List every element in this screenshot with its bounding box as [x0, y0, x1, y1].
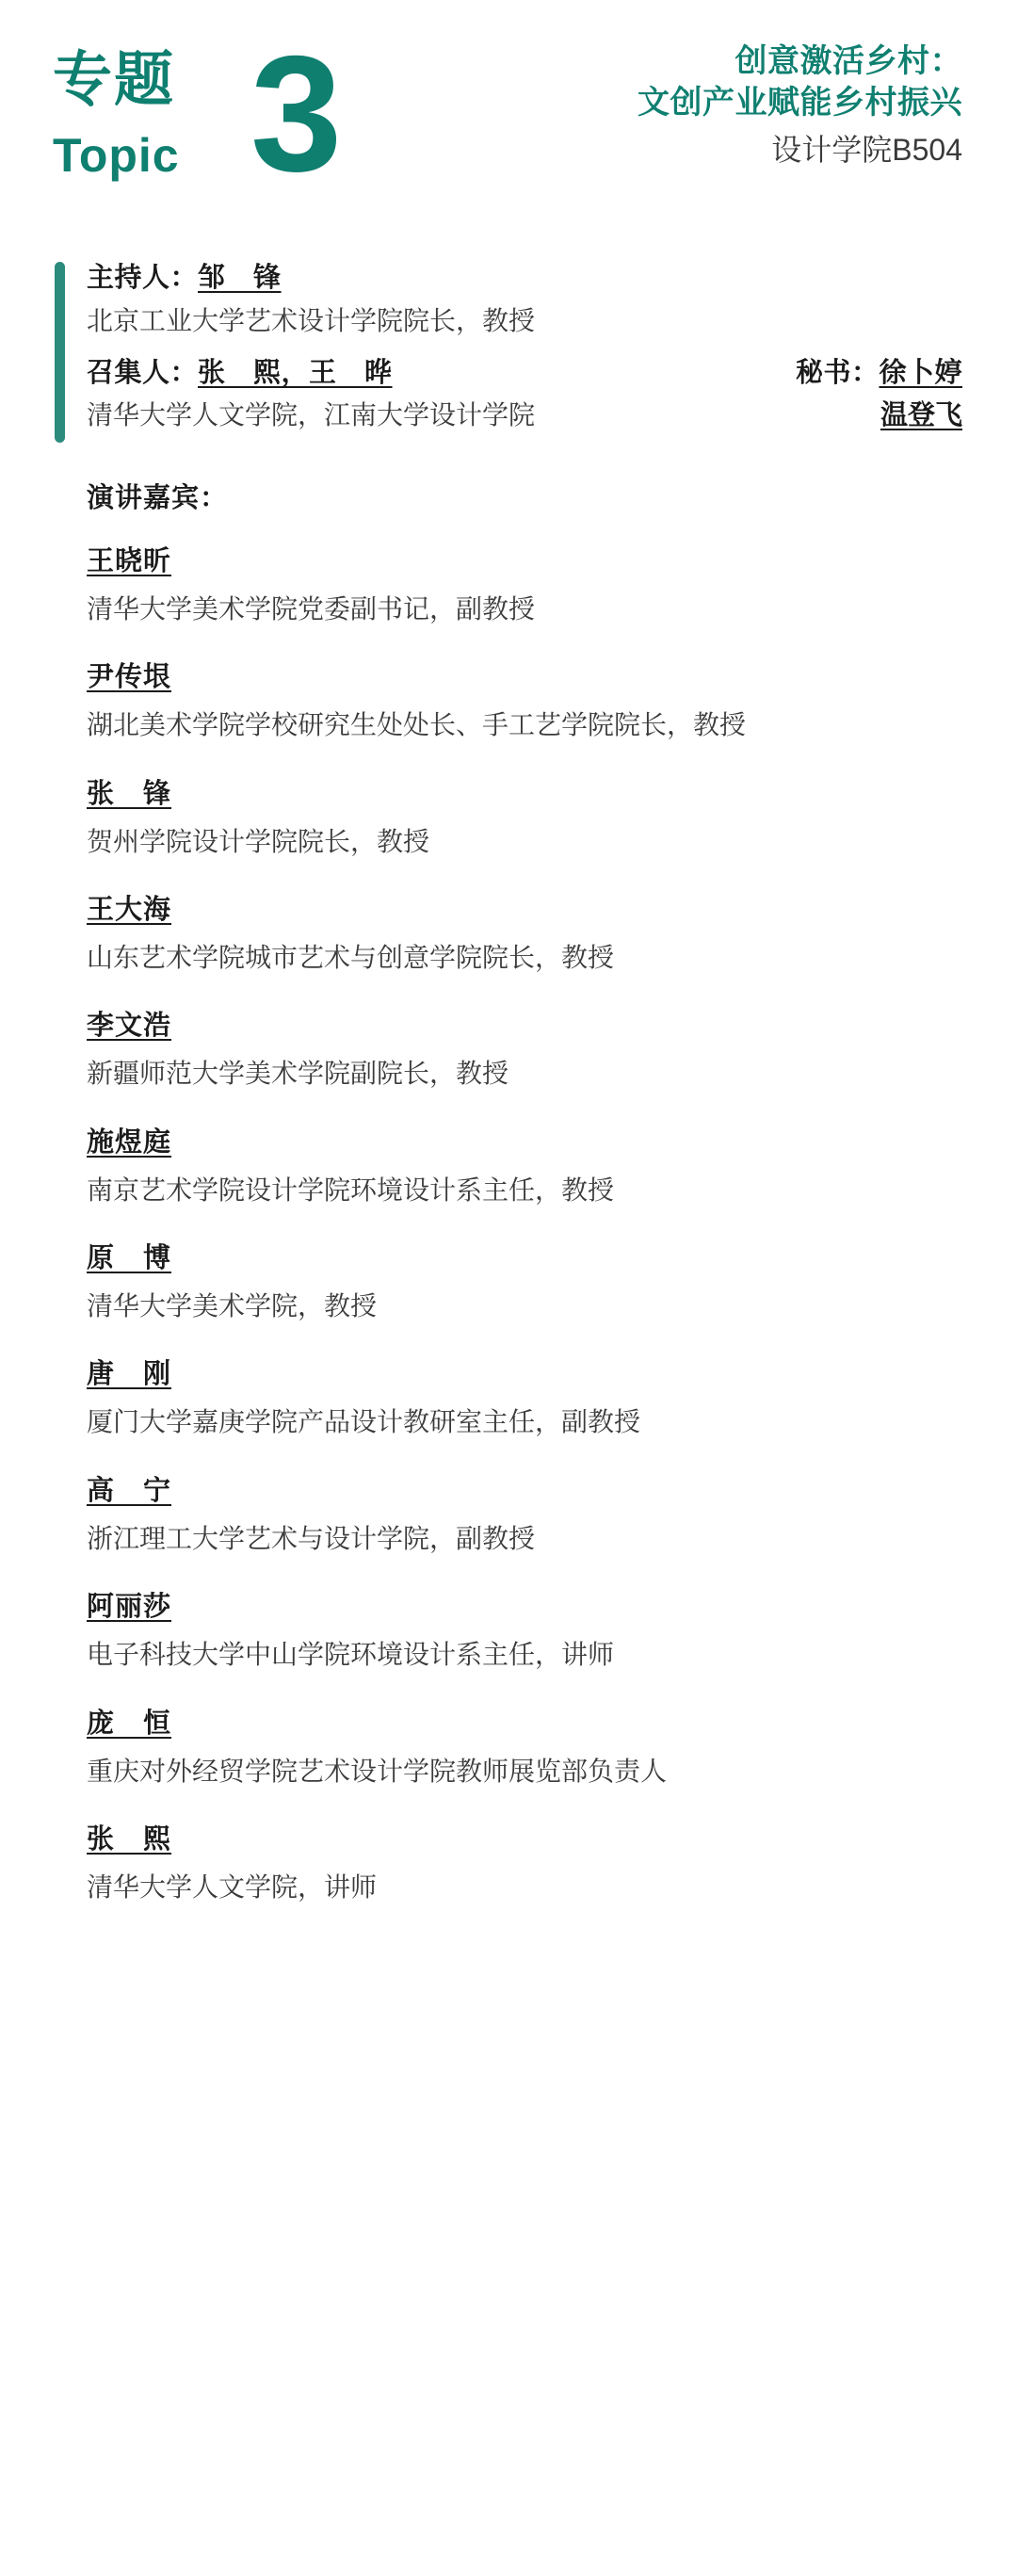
topic-label-en: Topic: [53, 129, 180, 182]
convener-affiliation-row: [87, 394, 962, 447]
page-header: [0, 0, 1017, 235]
speaker-name: 庞 恒: [87, 1708, 172, 1739]
session-title-line-2: 文创产业赋能乡村振兴: [638, 84, 962, 121]
speaker-name: 原 博: [87, 1243, 172, 1274]
speaker-name: 王大海: [87, 894, 172, 925]
speaker-affiliation: 重庆对外经贸学院艺术设计学院教师展览部负责人: [87, 1756, 668, 1786]
topic-badge: [47, 23, 386, 215]
host-row: [87, 258, 962, 300]
speaker-name: 李文浩: [87, 1011, 172, 1042]
speaker-affiliation: 新疆师范大学美术学院副院长，教授: [87, 1059, 509, 1089]
speaker-affiliation: 浙江理工大学艺术与设计学院，副教授: [87, 1523, 536, 1553]
topic-label-cn: 专题: [53, 47, 175, 113]
speaker-item: [87, 1353, 962, 1442]
host-line: [87, 258, 282, 300]
session-venue: 设计学院B504: [771, 133, 962, 168]
speaker-affiliation: 厦门大学嘉庚学院产品设计教研室主任，副教授: [87, 1407, 641, 1437]
secretary-label: 秘书：: [795, 357, 880, 388]
speaker-item: [87, 1004, 962, 1094]
speakers-section-title: 演讲嘉宾：: [87, 482, 229, 513]
convener-label: 召集人：: [87, 357, 199, 388]
speaker-affiliation: 贺州学院设计学院院长，教授: [87, 826, 430, 856]
speaker-item: [87, 1585, 962, 1675]
speaker-item: [87, 772, 962, 862]
speaker-affiliation: 山东艺术学院城市艺术与创意学院院长，教授: [87, 942, 615, 972]
speaker-item: [87, 656, 962, 745]
chairs-block: [55, 258, 962, 448]
speaker-item: [87, 1469, 962, 1559]
speaker-name: 唐 刚: [87, 1359, 172, 1390]
speaker-affiliation: 南京艺术学院设计学院环境设计系主任，教授: [87, 1175, 615, 1205]
speaker-item: [87, 540, 962, 629]
speaker-item: [87, 1121, 962, 1210]
convener-names: 张 熙，王 晔: [198, 357, 393, 388]
session-title-line-1: 创意激活乡村：: [734, 43, 962, 79]
convener-line: [87, 353, 393, 395]
secretary-name-1: 徐卜婷: [879, 357, 962, 388]
speaker-name: 阿丽莎: [87, 1592, 172, 1623]
secretary-name-2: 温登飞: [880, 400, 962, 431]
speaker-affiliation: 湖北美术学院学校研究生处处长、手工艺学院院长，教授: [87, 710, 747, 740]
speaker-name: 尹传垠: [87, 662, 172, 693]
speaker-affiliation: 清华大学美术学院党委副书记，副教授: [87, 593, 536, 624]
secretary-line: [796, 353, 962, 395]
topic-number: 3: [250, 23, 343, 206]
speaker-item: [87, 1702, 962, 1791]
speaker-affiliation: 清华大学美术学院，教授: [87, 1291, 378, 1321]
convener-affiliation: 清华大学人文学院，江南大学设计学院: [87, 400, 536, 430]
convener-row: [87, 353, 962, 395]
speaker-name: 张 熙: [87, 1824, 172, 1855]
speaker-affiliation: 清华大学人文学院，讲师: [87, 1872, 378, 1903]
host-affiliation: 北京工业大学艺术设计学院院长，教授: [87, 305, 536, 335]
speaker-affiliation: 电子科技大学中山学院环境设计系主任，讲师: [87, 1640, 615, 1670]
speakers-section: [87, 477, 962, 1908]
speaker-name: 王晓昕: [87, 545, 172, 576]
speaker-item: [87, 888, 962, 978]
speaker-name: 施煜庭: [87, 1126, 172, 1158]
speaker-name: 张 锋: [87, 778, 172, 809]
session-title-block: [638, 41, 962, 172]
host-label: 主持人：: [87, 263, 199, 293]
host-name: 邹 锋: [198, 263, 282, 293]
speaker-item: [87, 1818, 962, 1907]
speaker-name: 高 宁: [87, 1475, 172, 1506]
speaker-item: [87, 1237, 962, 1326]
